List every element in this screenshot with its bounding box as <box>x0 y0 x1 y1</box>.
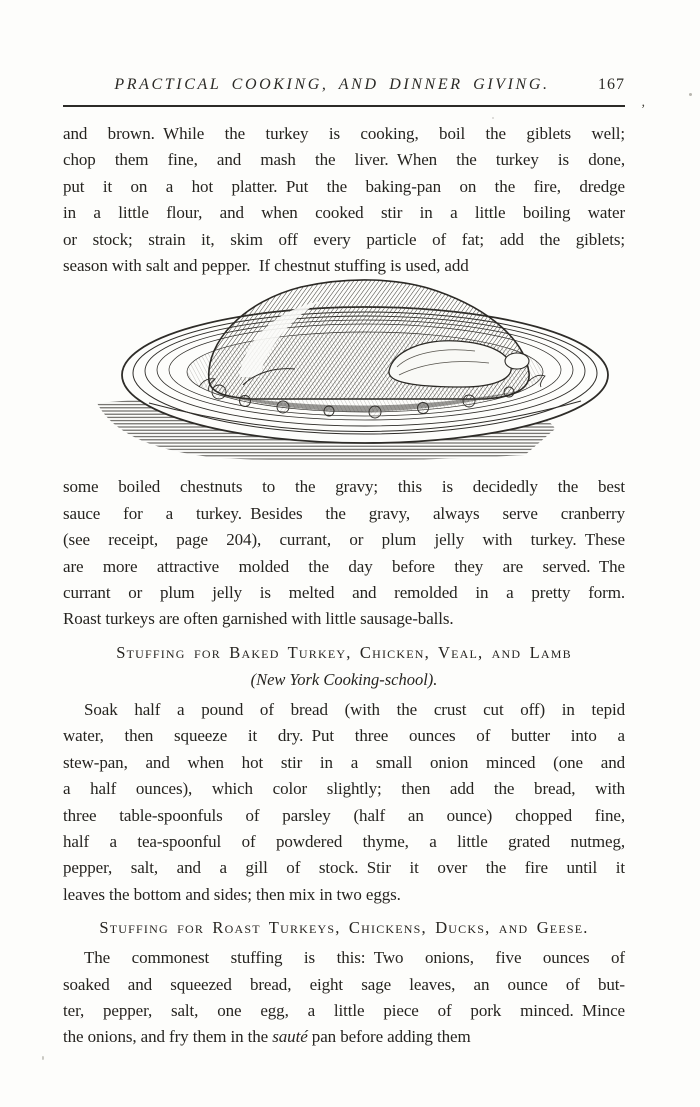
heading-stuffing-roast-turkeys <box>63 914 625 941</box>
header-title: PRACTICAL COOKING, AND DINNER GIVING. <box>114 76 550 93</box>
text-segment: season with salt and pepper. If chestnut stuffing is used, add <box>63 256 469 276</box>
text-line <box>63 882 625 908</box>
text-segment: the onions, and fry them in the <box>63 1027 273 1047</box>
paragraph-gravy-instructions <box>63 121 625 279</box>
text-line <box>63 998 625 1024</box>
running-header <box>63 76 625 100</box>
text-line <box>63 227 625 253</box>
text-segment: chop them fine, and mash the liver. When the turkey is done, <box>63 150 625 170</box>
text-segment: currant or plum jelly is melted and remolded in a pretty form. <box>63 583 625 603</box>
text-segment: (see receipt, page 204), currant, or plum jelly with turkey. These <box>63 530 625 550</box>
turkey-engraving-svg <box>93 275 613 465</box>
text-line <box>63 174 625 200</box>
text-line <box>63 829 625 855</box>
text-line <box>63 501 625 527</box>
text-segment: soaked and squeezed bread, eight sage leaves, an ounce of but- <box>63 974 625 994</box>
text-segment: and brown. While the turkey is cooking, boil the giblets well; <box>63 124 625 143</box>
text-segment-italic: sauté <box>272 1027 308 1047</box>
text-line <box>63 666 625 693</box>
page-content <box>63 107 625 1051</box>
text-segment: sauce for a turkey. Besides the gravy, always serve cranberry <box>63 503 625 523</box>
text-line <box>63 580 625 606</box>
roast-turkey <box>209 280 529 399</box>
text-segment: leaves the bottom and sides; then mix in two eggs. <box>63 884 401 904</box>
paragraph-commonest-stuffing-recipe <box>63 945 625 1051</box>
text-segment: Roast turkeys are often garnished with little sausage-balls. <box>63 609 454 629</box>
text-line <box>63 697 625 723</box>
text-line <box>63 1024 625 1050</box>
paragraph-ny-cooking-school-recipe <box>63 697 625 908</box>
text-line <box>63 776 625 802</box>
text-segment-italic: (New York Cooking-school). <box>250 669 438 689</box>
text-segment: pepper, salt, and a gill of stock. Stir it over the fire until it <box>63 858 625 878</box>
text-segment: water, then squeeze it dry. Put three ounces of butter into a <box>63 726 625 746</box>
scan-speck <box>492 117 494 119</box>
text-segment: half a tea-spoonful of powdered thyme, a little grated nutmeg, <box>63 831 625 851</box>
ink-speck-mark: , <box>641 95 645 110</box>
text-segment-smallcaps: Stuffing for Roast Turkeys, Chickens, Ducks, and Geese. <box>99 918 589 938</box>
text-segment: in a little flour, and when cooked stir in a little boiling water <box>63 203 625 223</box>
text-line <box>63 121 625 147</box>
text-line <box>63 200 625 226</box>
text-segment-smallcaps: Stuffing for Baked Turkey, Chicken, Veal, and Lamb <box>116 642 572 662</box>
text-segment: stew-pan, and when hot stir in a small onion minced (one and <box>63 752 625 772</box>
text-line <box>63 803 625 829</box>
text-segment: put it on a hot platter. Put the baking-pan on the fire, dredge <box>63 176 625 196</box>
text-line <box>63 723 625 749</box>
text-line <box>63 606 625 632</box>
page-number: 167 <box>598 76 625 93</box>
text-line <box>63 147 625 173</box>
text-segment: pan before adding them <box>307 1027 471 1047</box>
header-rule <box>63 95 645 110</box>
scan-speck <box>689 93 692 96</box>
text-line <box>63 914 625 941</box>
text-line <box>63 945 625 971</box>
text-segment: are more attractive molded the day before they are served. The <box>63 556 625 576</box>
text-line <box>63 554 625 580</box>
text-segment: three table-spoonfuls of parsley (half an ounce) chopped fine, <box>63 805 625 825</box>
text-line <box>63 639 625 666</box>
text-segment: ter, pepper, salt, one egg, a little piece of pork minced. Mince <box>63 1000 625 1020</box>
text-line <box>63 527 625 553</box>
text-segment: some boiled chestnuts to the gravy; this is decidedly the best <box>63 477 625 497</box>
text-segment: The commonest stuffing is this: Two onions, five ounces of <box>84 948 625 968</box>
text-line <box>63 972 625 998</box>
scan-speck <box>42 1056 44 1060</box>
text-line <box>63 855 625 881</box>
text-segment: Soak half a pound of bread (with the crust cut off) in tepid <box>84 699 625 719</box>
heading-stuffing-baked-turkey <box>63 639 625 693</box>
text-segment: a half ounces), which color slightly; then add the bread, with <box>63 779 625 799</box>
text-line <box>63 750 625 776</box>
turkey-platter-illustration <box>93 275 613 470</box>
text-segment: or stock; strain it, skim off every particle of fat; add the giblets; <box>63 229 625 249</box>
text-line <box>63 474 625 500</box>
paragraph-serving-suggestions <box>63 474 625 632</box>
